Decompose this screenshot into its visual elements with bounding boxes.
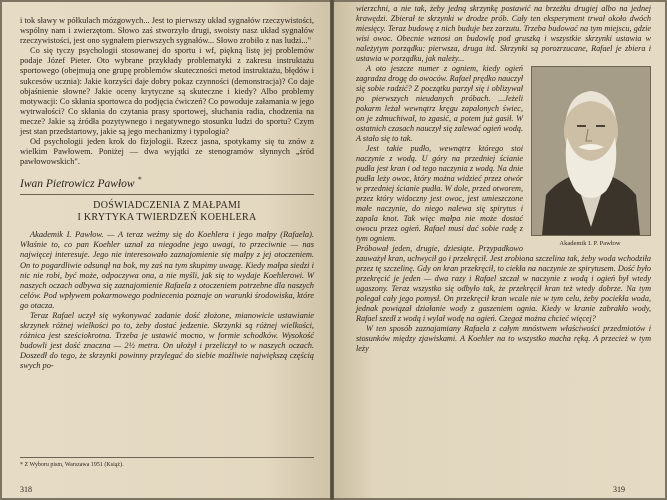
section-heading [20, 175, 314, 190]
pavlov-portrait-image [531, 66, 651, 236]
left-body-paragraph: Akademik I. Pawłow. — A teraz weźmy się do Koehlera i jego małpy (Rafaela). Właśnie to, co pan Koehler uznał za niegodne jego uwagi, to przeciwnie — nas najwięcej interesuje. Jego nie interesowało zaznajomienie się małpy z jej otoczeniem. On to pogardliwie odsunął na bok, my zaś na tym skupimy uwagę. Kiedy małpa siedzi i nic nie robi, być może, odpoczywa ona, a nie myśli, jak się to wydaje Koehlerowi. W naszych oczach odbywa się zaznajomienie Rafaela z otoczeniem potrzebne dla naszych celów. Pod wpływem pokarmowego podniecenia poznaje on warunki środowiska, które go otacza. [20, 230, 314, 310]
left-page [2, 2, 330, 498]
left-paragraph: Od psychologii jeden krok do fizjologii. Rzecz jasna, spotykamy się tu znów z wielkim Pawłowem. Poniżej — dwa wyjątki ze stenogramów słynnych „śród pawłowowskich". [20, 137, 314, 167]
right-paragraph: Próbował jeden, drugie, dziesiąte. Przypadkowo zauważył kran, uchwycił go i przekręcił. Jest zrobiona szczelina tak, żeby woda wchodziła przez tę szczelinę. Gdy on kran przekręcił, to ciekła na naczynie ze spirytusem. Dość było przekręcić je jeden — dwa razy i Rafael szczał w naczynie z wodą i ogień był wtedy ugaszony. Teraz wszystko się odbyło tak, że przekręcił kran też wtedy dobrze. Na tym polegał cały jego pomysł. On przekręcił kran wcale nie w tym celu, żeby pociekła woda, jednak powiązał działanie wody z gaszeniem ognia. Kiedy w kranie zabrakło wody, Rafael szedł z wodą i wylał wodę na ogień. Czegoż można chcieć więcej? [356, 244, 651, 323]
chapter-title-line: I KRYTYKA TWIERDZEŃ KOEHLERA [77, 212, 257, 224]
section-heading-mark: * [137, 175, 142, 185]
section-divider [20, 194, 314, 195]
portrait-caption: Akademik I. P. Pawłow [559, 240, 621, 247]
right-page [334, 2, 665, 498]
page-number-left: 318 [20, 485, 32, 494]
chapter-title-line: DOŚWIADCZENIA Z MAŁPAMI [93, 200, 241, 212]
portrait-figure [529, 66, 651, 247]
portrait-drawing [532, 67, 650, 235]
left-paragraph: i tok sławy w półkulach mózgowych... Jest to pierwszy układ sygnałów rzeczywistości, wspólny nam i zwierzętom. Słowo zaś stworzyło drugi, swoisty nasz układ sygnałów rzeczywistości, jest ono sygnałem pierwszych sygnałów... Słowo zrobiło z nas ludzi..." [20, 16, 314, 46]
right-paragraph: A oto jeszcze numer z ogniem, kiedy ogień zagradza drogę do owoców. Rafael prędko nauczył się sobie radzić? Z początku parzył się i oblizywał po pierwszych nieudanych próbach. ...Jeżeli pokarm leżał wewnątrz kręgu zapalonych świec, on je zdmuchiwał, to zgasić, a potem już gasił. W ostatnich czasach nauczył się zalewać ogień wodą. A stało się to tak. [356, 64, 523, 143]
page-number-right: 319 [613, 485, 625, 494]
chapter-title [20, 200, 314, 224]
right-paragraph: Jest takie pudło, wewnątrz którego stoi naczynie z wodą. U góry na przedniej ścianie pudła jest kran i od tego naczynia z wodą. Na dnie pudła leży owoc, który można widzieć przez otwór w przedniej ścianie pudła. W dole, przed otworem, przez który widoczny jest owoc, jest umieszczone małe naczynie, do niego nalewa się spirytus i zapala knot. Tak więc małpa nie może dostać owocu przez ogień. Rafael musi dać sobie radę z tym ogniem. [356, 144, 523, 243]
right-page-text [356, 4, 651, 354]
right-paragraph: W ten sposób zaznajamiany Rafaela z całym mnóstwem właściwości przedmiotów i stosunków między zjawiskami. A Koehler na to wszystko macha ręką. A przecież w tym leży [356, 324, 651, 353]
left-body-paragraph: Teraz Rafael uczył się wykonywać zadanie dość złożone, mianowicie ustawianie skrzynek różnej wielkości po to, żeby dostać jedzenie. Skrzynki są różnej wielkości, różnica jest sześciokrotna. Trzeba je ustawić mocno, w formie schodków. Wysokość budowli jest dość znaczna — 2½ metra. On ułożył i przeliczył to w naszych oczach. Doszedł do tego, że skrzynki powinny przylegać do siebie możliwie największą częścią swych po- [20, 310, 314, 371]
right-paragraph: wierzchni, a nie tak, żeby jedną skrzynkę postawić na brzeżku drugiej albo na jednej krawędzi. Zbierał te skrzynki w drodze prób. Cały ten eksperyment trwał około dwóch miesięcy. Teraz budowę z nich buduje bez zarzutu. Trzeba budować na tym miejscu, gdzie wisi owoc. Obecnie wznosi on budowlę pod gruszką i wszystkie skrzynki ustawia w należytym porządku: pierwsza, druga itd. Skrzynki są porozrzucane, Rafael je zbiera i ustawia w porządku, jak należy... [356, 4, 651, 63]
left-paragraph: Co się tyczy psychologii stosowanej do sportu i wf, piękną listę jej problemów podaje Józef Pieter. Oto wybrane przykłady problematyki z zakresu instruktażu sportowego (obejmują one grupę problemów skuteczności metod instruktażu, błędów i sukcesów ucznia): Jakie korzyści daje dobry pokaz czynności (demonstracja)? Co daje objaśnienie słowne? Jakie oceny krytyczne są skuteczne i kiedy? Albo problemy motywacji: Co skłania sportowca do podjęcia ćwiczeń? Co powoduje załamania w jego wytrwałości? Co skłania do czytania prasy sportowej, słuchania radia, chodzenia na mecze? Jakie są źródła pozytywnego i negatywnego stosunku ludzi do sportu? Czym jest stan przedstartowy, jakie są jego mechanizmy i typologia? [20, 46, 314, 137]
footnote: * Z Wyboru pism, Warszawa 1951 (Książ). [20, 457, 314, 469]
section-heading-text: Iwan Pietrowicz Pawłow [20, 178, 135, 191]
